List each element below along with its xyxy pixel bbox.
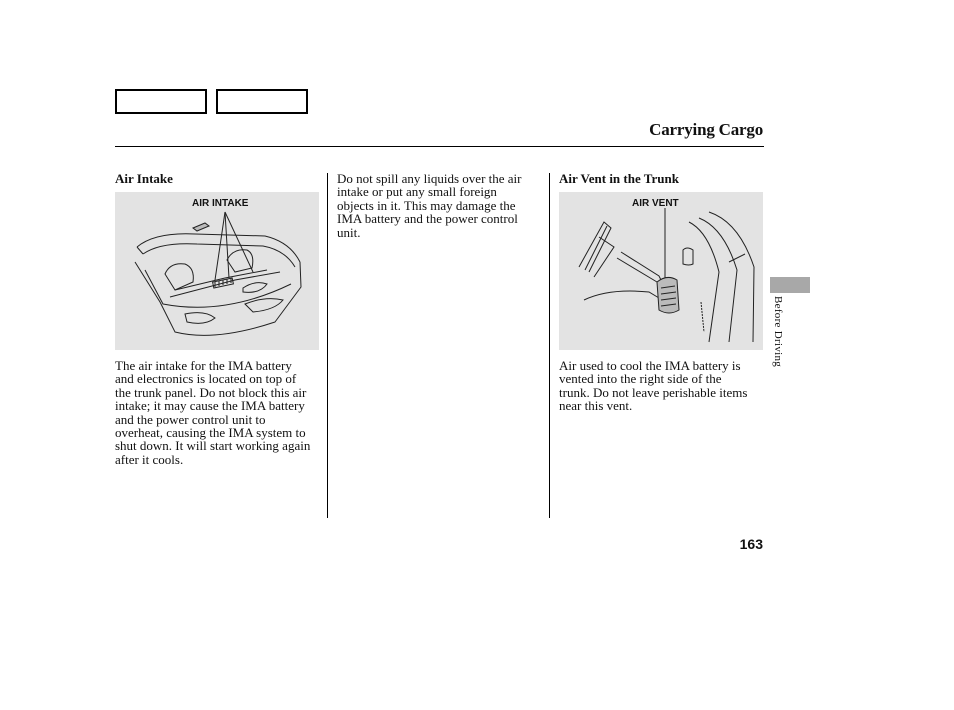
text-line: the trunk panel. Do not block this air [115, 384, 307, 400]
trunk-illustration [115, 192, 319, 350]
air-intake-figure [115, 192, 319, 350]
vent-illustration [559, 192, 763, 350]
text-line: intake or put any small foreign [337, 184, 497, 200]
text-line: and the power control unit to [115, 411, 266, 427]
text-line: after it cools. [115, 451, 184, 467]
air-vent-figure [559, 192, 763, 350]
air-vent-paragraph [559, 359, 747, 413]
air-vent-heading: Air Vent in the Trunk [559, 171, 679, 186]
title-divider [115, 146, 764, 147]
page-title: Carrying Cargo [649, 120, 763, 139]
text-line: near this vent. [559, 398, 633, 414]
column-divider [327, 173, 328, 518]
nav-box-next[interactable] [216, 89, 308, 114]
text-line: intake; it may cause the IMA battery [115, 398, 305, 414]
text-line: IMA battery and the power control [337, 211, 518, 227]
text-line: and electronics is located on top of [115, 371, 297, 387]
text-line: unit. [337, 224, 361, 240]
nav-box-previous[interactable] [115, 89, 207, 114]
air-vent-figure-label: AIR VENT [632, 198, 679, 209]
air-intake-figure-label: AIR INTAKE [192, 198, 249, 209]
text-line: objects in it. This may damage the [337, 197, 516, 213]
section-tab-label: Before Driving [772, 296, 784, 368]
text-line: vented into the right side of the [559, 371, 722, 387]
section-tab [770, 277, 810, 293]
page-number: 163 [739, 536, 763, 552]
text-line: trunk. Do not leave perishable items [559, 384, 748, 400]
text-line: Air used to cool the IMA battery is [559, 358, 741, 373]
text-line: overheat, causing the IMA system to [115, 425, 306, 441]
air-intake-heading: Air Intake [115, 171, 173, 186]
spill-warning-paragraph [337, 172, 522, 239]
text-line: Do not spill any liquids over the air [337, 171, 522, 186]
text-line: The air intake for the IMA battery [115, 358, 292, 373]
column-divider [549, 173, 550, 518]
text-line: shut down. It will start working again [115, 438, 311, 454]
air-intake-paragraph [115, 359, 310, 466]
